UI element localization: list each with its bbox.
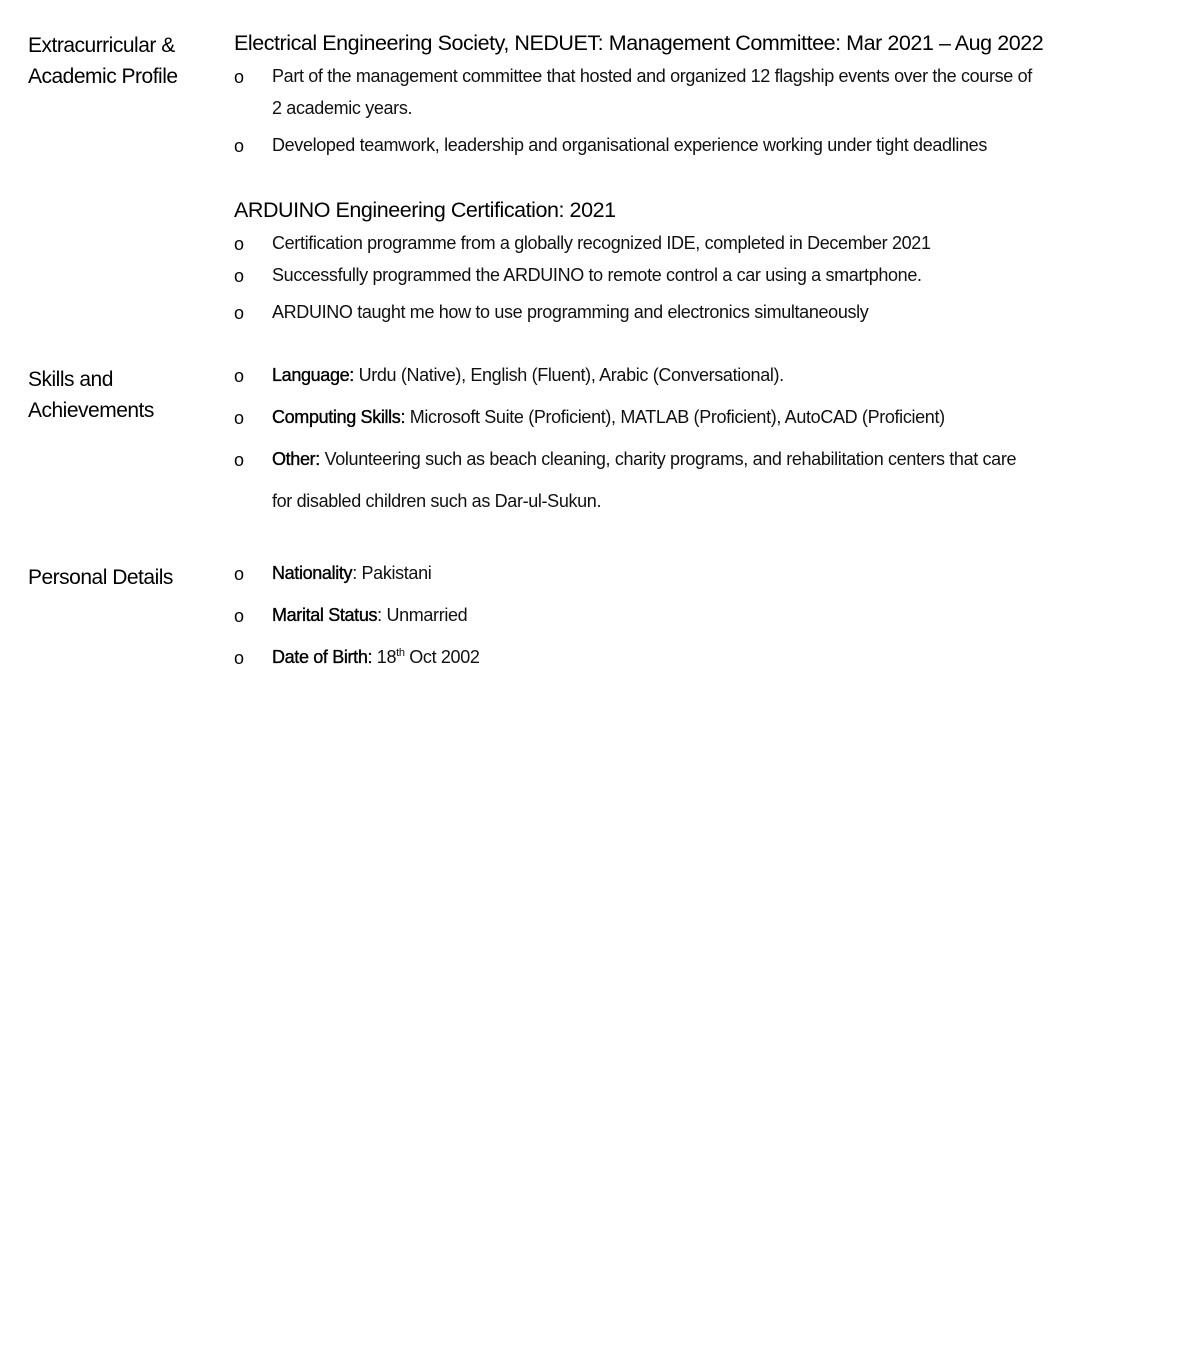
detail-key: Date of Birth: <box>272 647 373 667</box>
detail-value: : Pakistani <box>352 563 432 583</box>
bullet-text: Certification programme from a globally recognized IDE, completed in December 2021 <box>272 233 931 253</box>
personal-date-of-birth <box>272 647 480 668</box>
bullet-text: ARDUINO taught me how to use programming and electronics simultaneously <box>272 302 869 322</box>
section-label-extracurricular <box>28 30 178 92</box>
bullet-icon: o <box>234 648 245 668</box>
skill-value: Urdu (Native), English (Fluent), Arabic (Conversational). <box>353 365 784 385</box>
entry-heading: Electrical Engineering Society, NEDUET: Management Committee: Mar 2021 – Aug 2022 <box>234 31 1044 55</box>
bullet-text: 2 academic years. <box>272 98 413 118</box>
bullet-icon: o <box>234 303 245 323</box>
detail-value: 18 <box>372 647 397 667</box>
label-line: Academic Profile <box>28 65 178 88</box>
skill-value: Volunteering such as beach cleaning, charity programs, and rehabilitation centers that care <box>319 449 1017 469</box>
bullet-icon: o <box>234 606 245 626</box>
bullet-text: Successfully programmed the ARDUINO to remote control a car using a smartphone. <box>272 265 922 285</box>
personal-marital-status <box>272 605 467 626</box>
detail-value: Oct 2002 <box>404 647 480 667</box>
bullet-text: Part of the management committee that hosted and organized 12 flagship events over the course of <box>272 66 1032 86</box>
bullet-icon: o <box>234 136 245 156</box>
detail-key: Marital Status <box>272 605 378 625</box>
skill-language <box>272 365 784 386</box>
bullet-icon: o <box>234 234 245 254</box>
entry-heading: ARDUINO Engineering Certification: 2021 <box>234 198 616 222</box>
skill-key: Language: <box>272 365 354 385</box>
ordinal-suffix: th <box>396 647 405 659</box>
label-line: Achievements <box>28 399 154 422</box>
detail-key: Nationality <box>272 563 353 583</box>
skill-value: Microsoft Suite (Proficient), MATLAB (Proficient), AutoCAD (Proficient) <box>405 407 945 427</box>
label-line: Skills and <box>28 368 113 391</box>
bullet-icon: o <box>234 266 245 286</box>
bullet-text: Developed teamwork, leadership and organisational experience working under tight deadlines <box>272 135 987 155</box>
bullet-icon: o <box>234 67 245 87</box>
label-line: Extracurricular & <box>28 34 175 57</box>
bullet-icon: o <box>234 450 245 470</box>
skill-other <box>272 449 1016 470</box>
skill-key: Computing Skills: <box>272 407 406 427</box>
skill-other-continued: for disabled children such as Dar-ul-Sukun. <box>272 491 602 511</box>
skill-key: Other: <box>272 449 320 469</box>
bullet-icon: o <box>234 408 245 428</box>
detail-value: : Unmarried <box>377 605 468 625</box>
section-label-personal: Personal Details <box>28 566 173 589</box>
bullet-icon: o <box>234 564 245 584</box>
skill-computing <box>272 407 945 428</box>
personal-nationality <box>272 563 431 584</box>
section-label-skills <box>28 364 154 426</box>
bullet-icon: o <box>234 366 245 386</box>
